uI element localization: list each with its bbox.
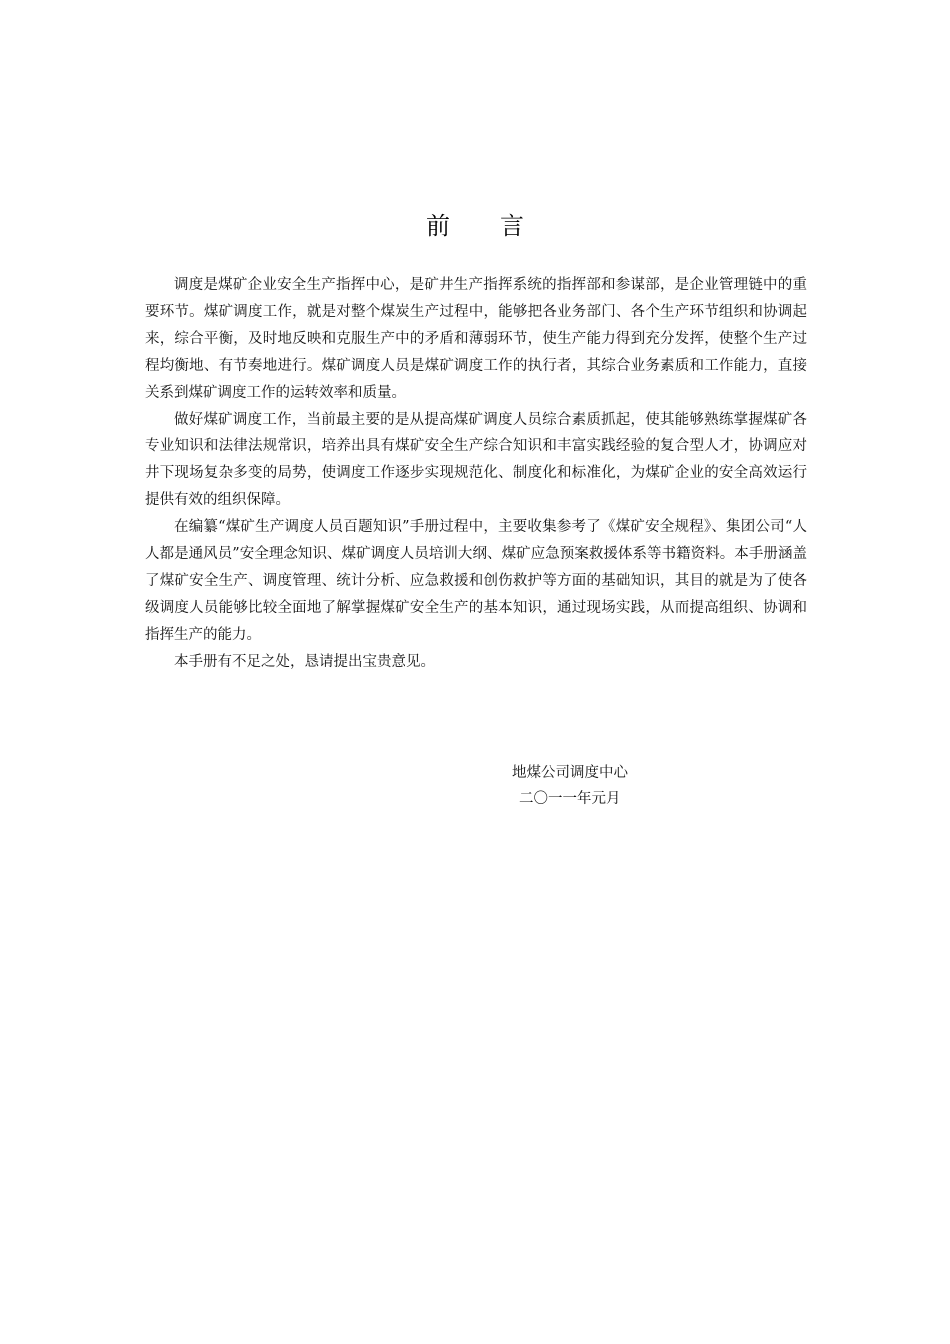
title-char-2: 言 (500, 212, 524, 240)
page-title (0, 208, 950, 244)
signature-date: 二〇一一年元月 (519, 791, 621, 807)
paragraph-1: 调度是煤矿企业安全生产指挥中心，是矿井生产指挥系统的指挥部和参谋部，是企业管理链中的重要环节。煤矿调度工作，就是对整个煤炭生产过程中，能够把各业务部门、各个生产环节组织和协调起来，综合平衡，及时地反映和克服生产中的矛盾和薄弱环节，使生产能力得到充分发挥，使整个生产过程均衡地、有节奏地进行。煤矿调度人员是煤矿调度工作的执行者，其综合业务素质和工作能力，直接关系到煤矿调度工作的运转效率和质量。 (145, 277, 807, 401)
paragraph-3: 在编纂“煤矿生产调度人员百题知识”手册过程中，主要收集参考了《煤矿安全规程》、集团公司“人人都是通风员”安全理念知识、煤矿调度人员培训大纲、煤矿应急预案救援体系等书籍资料。本手册涵盖了煤矿安全生产、调度管理、统计分析、应急救援和创伤救护等方面的基础知识，其目的就是为了使各级调度人员能够比较全面地了解掌握煤矿安全生产的基本知识，通过现场实践，从而提高组织、协调和指挥生产的能力。 (145, 519, 807, 643)
paragraph-4: 本手册有不足之处，恳请提出宝贵意见。 (174, 653, 435, 670)
signature-organization: 地煤公司调度中心 (512, 765, 628, 781)
paragraph-2: 做好煤矿调度工作，当前最主要的是从提高煤矿调度人员综合素质抓起，使其能够熟练掌握煤矿各专业知识和法律法规常识，培养出具有煤矿安全生产综合知识和丰富实践经验的复合型人才，协调应对井下现场复杂多变的局势，使调度工作逐步实现规范化、制度化和标准化，为煤矿企业的安全高效运行提供有效的组织保障。 (145, 411, 807, 509)
title-char-1: 前 (426, 212, 450, 240)
preface-body (145, 272, 807, 676)
signature-block (512, 760, 712, 812)
